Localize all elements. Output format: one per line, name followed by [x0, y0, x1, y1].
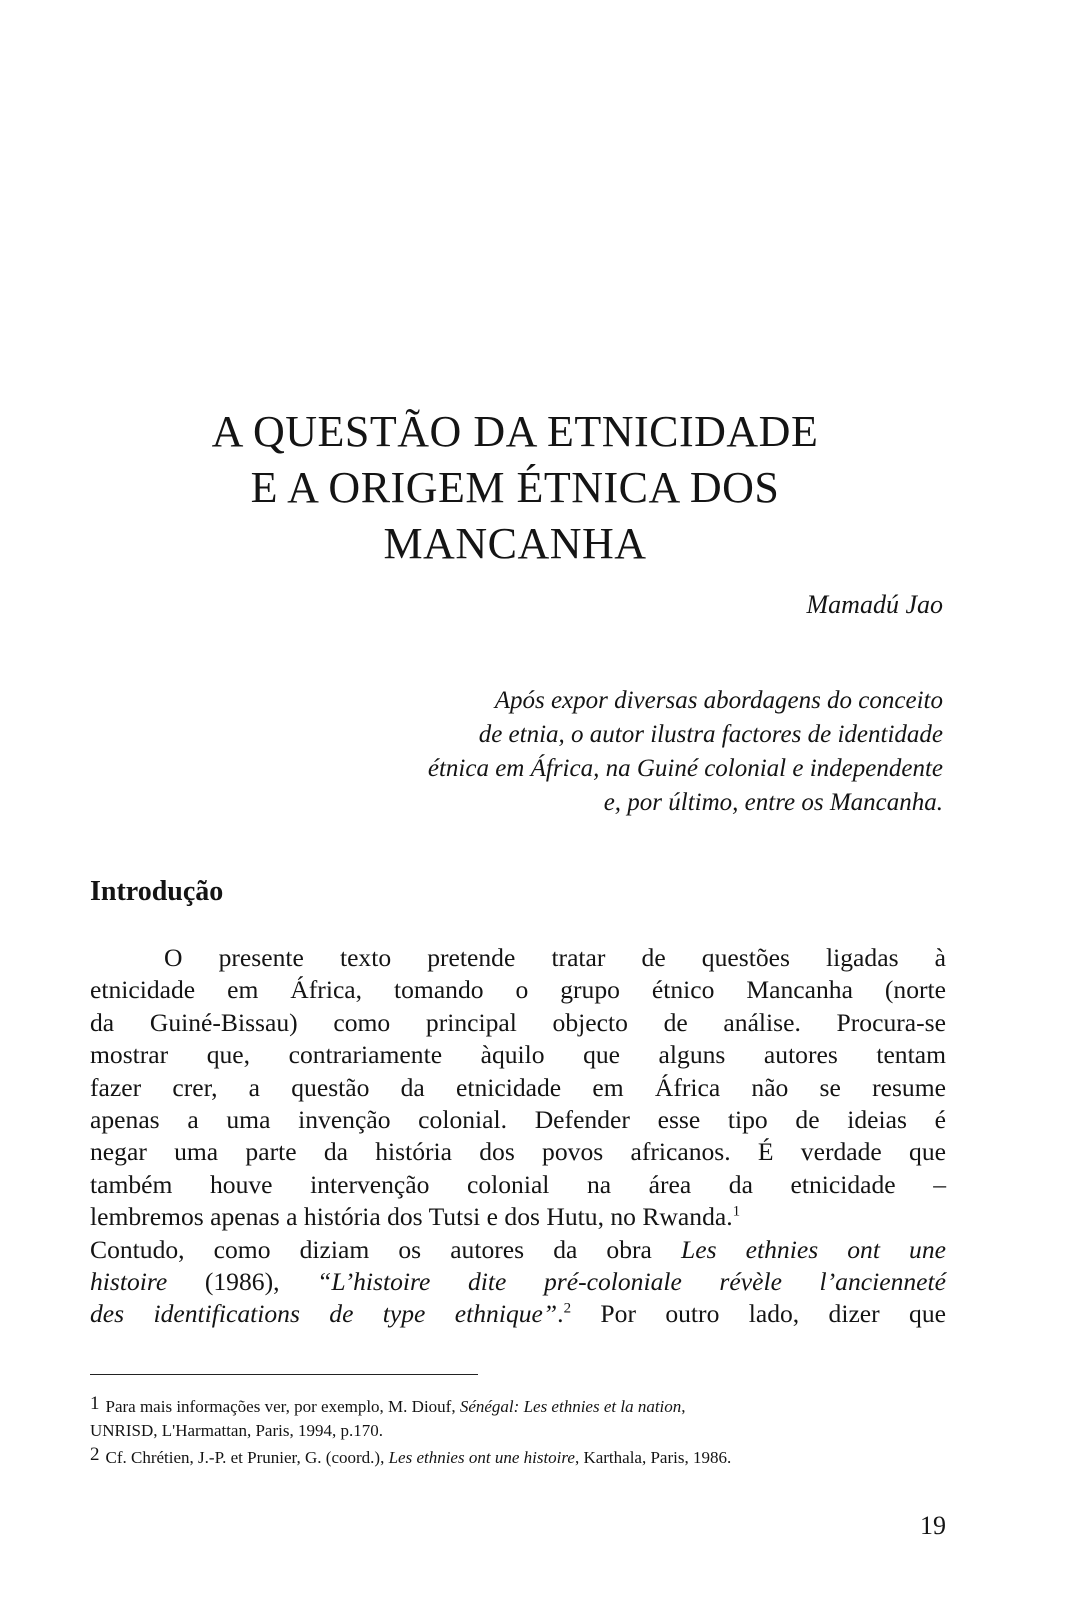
- footnotes: [90, 1392, 946, 1470]
- body-line: fazer crer, a questão da etnicidade em África não se resume: [90, 1072, 946, 1102]
- body-text-run: Contudo, como diziam os autores da obra: [90, 1234, 682, 1264]
- article-title: [120, 404, 910, 572]
- author-name: Mamadú Jao: [806, 590, 943, 619]
- footnote-book-title: Les ethnies ont une histoire: [388, 1448, 575, 1467]
- body-line: [90, 1266, 946, 1298]
- footnote-text: Cf. Chrétien, J.-P. et Prunier, G. (coord.),: [105, 1448, 389, 1467]
- footnote-ref[interactable]: 2: [563, 1300, 572, 1317]
- title-line: E A ORIGEM ÉTNICA DOS: [250, 463, 780, 512]
- body-line: da Guiné-Bissau) como principal objecto de análise. Procura-se: [90, 1007, 946, 1037]
- footnote-2: [90, 1443, 946, 1470]
- body-line: etnicidade em África, tomando o grupo étnico Mancanha (norte: [90, 975, 946, 1005]
- section-heading: Introdução: [90, 876, 224, 907]
- body-paragraph: [90, 942, 946, 1331]
- abstract-line: étnica em África, na Guiné colonial e independente: [427, 755, 943, 782]
- body-line: apenas a uma invenção colonial. Defender esse tipo de ideias é: [90, 1105, 946, 1135]
- quotation: “L’histoire dite pré-coloniale révèle l’ancienneté: [317, 1267, 947, 1297]
- body-line: O presente texto pretende tratar de questões ligadas à: [164, 943, 946, 972]
- body-line: [90, 1201, 946, 1233]
- book-title: Les ethnies ont une: [681, 1234, 946, 1264]
- book-title: histoire: [90, 1267, 168, 1297]
- body-line: mostrar que, contrariamente àquilo que alguns autores tentam: [90, 1040, 946, 1070]
- footnote-text: , Karthala, Paris, 1986.: [574, 1448, 732, 1467]
- body-text-run: Por outro lado, dizer que: [571, 1299, 947, 1329]
- body-line: [90, 1298, 946, 1330]
- quotation: des identifications de type ethnique”: [90, 1299, 558, 1329]
- body-line: também houve intervenção colonial na área da etnicidade –: [90, 1169, 946, 1199]
- body-line-text: lembremos apenas a história dos Tutsi e dos Hutu, no Rwanda.: [90, 1202, 733, 1232]
- abstract-line: Após expor diversas abordagens do conceito: [494, 687, 943, 714]
- abstract: [243, 684, 943, 820]
- title-line: MANCANHA: [383, 519, 647, 568]
- page-number: 19: [920, 1511, 946, 1540]
- footnote-ref[interactable]: 1: [732, 1203, 741, 1220]
- footnote-1: [90, 1392, 946, 1419]
- footnote-mark: 1: [90, 1393, 100, 1414]
- footnote-text: ,: [681, 1397, 686, 1416]
- footnote-book-title: Sénégal: Les ethnies et la nation: [459, 1397, 682, 1416]
- footnote-1-continued: UNRISD, L'Harmattan, Paris, 1994, p.170.: [90, 1421, 383, 1440]
- footnote-text: Para mais informações ver, por exemplo, M. Diouf,: [105, 1397, 460, 1416]
- footnote-mark: 2: [90, 1444, 100, 1465]
- body-line: negar uma parte da história dos povos africanos. É verdade que: [90, 1137, 946, 1167]
- body-line: [90, 1234, 946, 1266]
- footnote-divider: [90, 1374, 478, 1375]
- abstract-line: e, por último, entre os Mancanha.: [603, 789, 943, 816]
- body-text-run: .: [557, 1299, 564, 1329]
- body-text-run: (1986),: [167, 1267, 318, 1297]
- title-line: A QUESTÃO DA ETNICIDADE: [211, 407, 819, 456]
- abstract-line: de etnia, o autor ilustra factores de identidade: [478, 721, 943, 748]
